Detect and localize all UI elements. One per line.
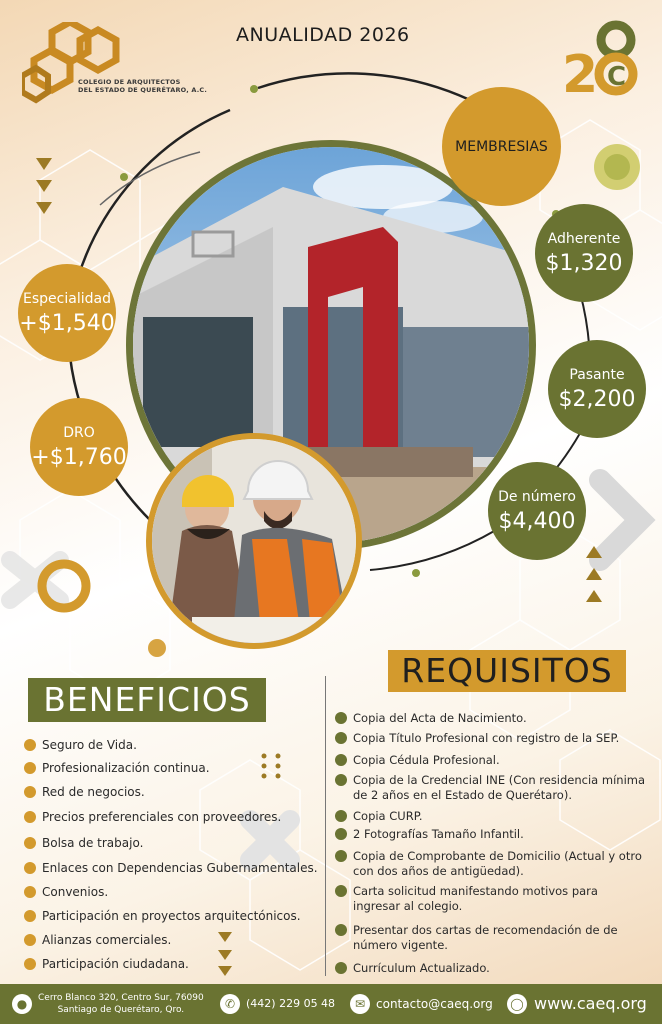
bullet-dot <box>24 811 36 823</box>
badge-digit-two: 2 <box>562 45 599 100</box>
beneficio-item <box>24 861 318 875</box>
bullet-dot <box>335 828 347 840</box>
bullet-dot <box>335 962 347 974</box>
beneficio-text: Enlaces con Dependencias Gubernamentales. <box>42 861 318 875</box>
especialidad-label: Especialidad <box>23 290 111 307</box>
especialidad-price: +$1,540 <box>19 310 115 336</box>
bullet-dot <box>335 810 347 822</box>
beneficio-item <box>24 761 210 775</box>
beneficio-text: Profesionalización continua. <box>42 761 210 775</box>
footer-phone[interactable]: (442) 229 05 48 <box>246 997 336 1010</box>
beneficio-text: Bolsa de trabajo. <box>42 836 144 850</box>
footer-address <box>38 992 204 1016</box>
membership-pasante <box>548 340 646 438</box>
beneficio-item <box>24 885 108 899</box>
requisito-item <box>335 884 647 914</box>
bullet-dot <box>335 754 347 766</box>
bullet-dot <box>24 934 36 946</box>
dro-label: DRO <box>63 424 95 441</box>
caeq-logo <box>22 22 142 108</box>
requisito-item <box>335 809 647 824</box>
requisito-text: Currículum Actualizado. <box>353 961 490 975</box>
bullet-dot <box>335 924 347 936</box>
adherente-price: $1,320 <box>545 250 623 276</box>
bullet-dot <box>335 712 347 724</box>
beneficio-text: Convenios. <box>42 885 109 899</box>
requisito-item <box>335 711 647 726</box>
beneficios-heading: BENEFICIOS <box>28 678 266 722</box>
beneficio-text: Precios preferenciales con proveedores. <box>42 810 282 824</box>
membership-adherente <box>535 204 633 302</box>
requisito-item <box>335 923 647 953</box>
address-line1: Cerro Blanco 320, Centro Sur, 76090 <box>38 993 204 1003</box>
pasante-price: $2,200 <box>558 386 636 412</box>
beneficio-text: Participación en proyectos arquitectónicos. <box>42 909 301 923</box>
bullet-dot <box>335 774 347 786</box>
bullet-dot <box>24 786 36 798</box>
bullet-dot <box>335 732 347 744</box>
membresias-label: MEMBRESIAS <box>455 138 548 155</box>
requisito-text: Copia de la Credencial INE (Con residencia mínima de 2 años en el Estado de Querétaro). <box>353 773 646 802</box>
membership-dro <box>30 398 128 496</box>
requisito-text: Carta solicitud manifestando motivos para ingresar al colegio. <box>353 884 598 913</box>
badge-letter: C <box>607 62 627 92</box>
adherente-label: Adherente <box>547 230 621 247</box>
phone-icon: ✆ <box>220 994 240 1014</box>
requisito-item <box>335 731 647 746</box>
beneficio-item <box>24 785 145 799</box>
section-divider <box>325 676 326 976</box>
globe-icon: ◯ <box>507 994 527 1014</box>
beneficio-text: Seguro de Vida. <box>42 738 137 752</box>
page-title: ANUALIDAD 2026 <box>236 24 410 46</box>
beneficio-text: Red de negocios. <box>42 785 145 799</box>
dro-price: +$1,760 <box>31 444 127 470</box>
requisitos-heading: REQUISITOS <box>388 650 626 692</box>
requisito-text: Copia del Acta de Nacimiento. <box>353 711 527 725</box>
org-name <box>78 78 207 94</box>
requisito-item <box>335 849 647 879</box>
bullet-dot <box>24 739 36 751</box>
bullet-dot <box>24 837 36 849</box>
de-numero-price: $4,400 <box>498 508 576 534</box>
org-name-line2: DEL ESTADO DE QUERÉTARO, A.C. <box>78 86 208 94</box>
address-line2: Santiago de Querétaro, Qro. <box>57 1005 185 1015</box>
bullet-dot <box>335 885 347 897</box>
requisito-text: Copia de Comprobante de Domicilio (Actual y otro con dos años de antigüedad). <box>353 849 642 878</box>
requisito-text: 2 Fotografías Tamaño Infantil. <box>353 827 524 841</box>
anniversary-28-badge <box>560 18 638 100</box>
bullet-dot <box>24 762 36 774</box>
architects-photo <box>146 433 362 649</box>
bullet-dot <box>24 862 36 874</box>
org-name-line1: COLEGIO DE ARQUITECTOS <box>78 78 181 86</box>
footer-contact-bar <box>0 984 662 1024</box>
bullet-dot <box>24 886 36 898</box>
membership-especialidad <box>18 264 116 362</box>
requisito-item <box>335 961 647 976</box>
requisito-item <box>335 827 647 842</box>
bullet-dot <box>335 850 347 862</box>
requisito-item <box>335 753 647 768</box>
footer-email[interactable]: contacto@caeq.org <box>376 997 493 1011</box>
beneficio-item <box>24 909 301 923</box>
bullet-dot <box>24 910 36 922</box>
beneficio-text: Participación ciudadana. <box>42 957 189 971</box>
requisito-text: Copia Cédula Profesional. <box>353 753 500 767</box>
beneficio-item <box>24 933 171 947</box>
bullet-dot <box>24 958 36 970</box>
beneficio-item <box>24 738 137 752</box>
membership-de-numero <box>488 462 586 560</box>
membresias-badge <box>442 87 561 206</box>
pasante-label: Pasante <box>569 366 625 383</box>
beneficio-item <box>24 836 143 850</box>
de-numero-label: De número <box>498 488 576 505</box>
requisito-item <box>335 773 647 803</box>
location-icon: ● <box>12 994 32 1014</box>
beneficio-text: Alianzas comerciales. <box>42 933 172 947</box>
requisito-text: Copia CURP. <box>353 809 423 823</box>
requisito-text: Copia Título Profesional con registro de la SEP. <box>353 731 620 745</box>
footer-website[interactable]: www.caeq.org <box>534 994 647 1013</box>
requisito-text: Presentar dos cartas de recomendación de de número vigente. <box>353 923 618 952</box>
beneficio-item <box>24 810 281 824</box>
email-icon: ✉ <box>350 994 370 1014</box>
beneficio-item <box>24 957 189 971</box>
